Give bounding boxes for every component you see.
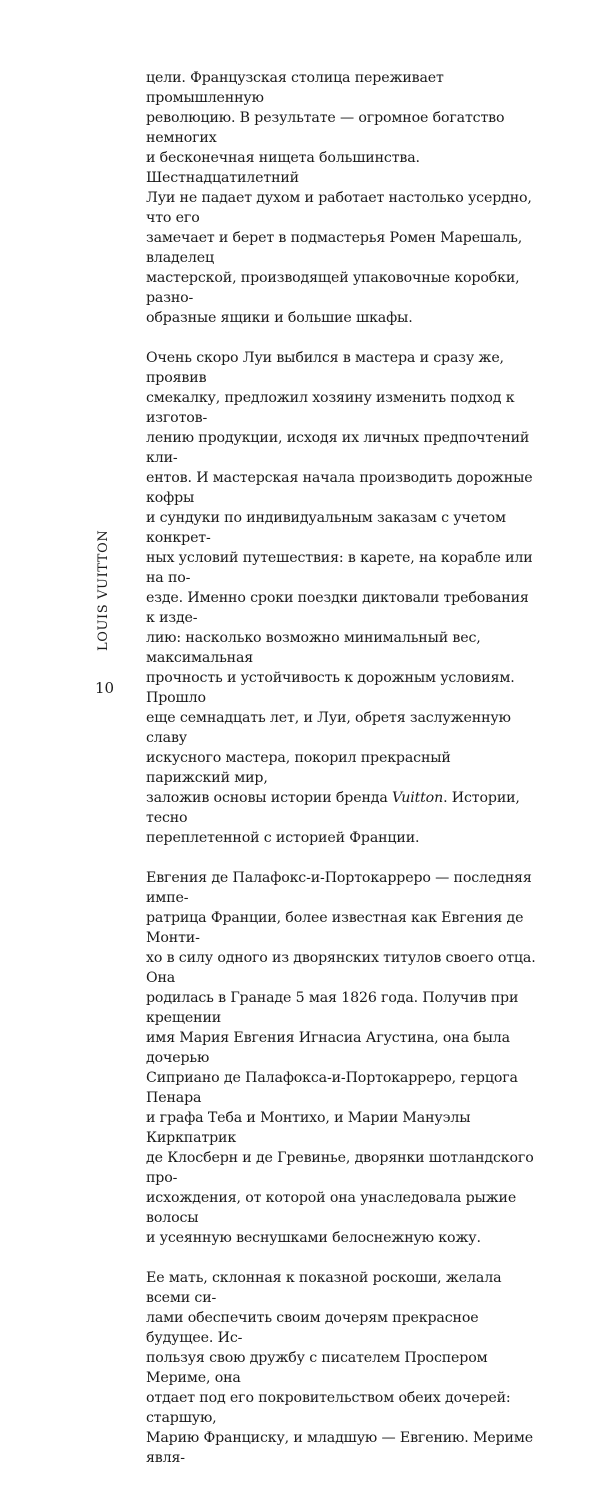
paragraph-eugenie-biography: Евгения де Палафокс-и-Портокарреро — последняя импе- ратрица Франции, более известная как Евгения де Монти- хо в силу одного из дворянских титулов своего отца. Она родилась в Гранаде 5 мая 1826 года. Получив при крещении имя Мария Евгения Игнасиа Агустина, она была дочерью Сиприано де Палафокса-и-Портокарреро, герцога Пенара и графа Теба и Монтихо, и Марии Мануэлы Киркпатрик де Клосберн и де Гревинье, дворянки шотландского про- исхождения, от которой она унаследовала рыжие волосы и усеянную веснушками белоснежную кожу. bbox=[146, 870, 536, 1246]
brand-name-italic: Vuitton bbox=[392, 790, 444, 806]
running-head: LOUIS VUITTON bbox=[96, 529, 111, 651]
paragraph-master-craftsman-ending: . Истории, тесно переплетенной с историей Франции. bbox=[146, 790, 520, 846]
page-number: 10 bbox=[95, 679, 115, 697]
paragraph-paris-revolution: цели. Французская столица переживает промышленную революцию. В результате — огромное богатство немногих и бесконечная нищета большинства. Шестнадцатилетний Луи не падает духом и работает настолько усердно, что его замечает и берет в подмастерья Ромен Марешаль, владелец мастерской, производящей упаковочные коробки, разно- образные ящики и большие шкафы. bbox=[146, 70, 532, 326]
paragraph-master-craftsman bbox=[146, 348, 536, 848]
paragraph-master-craftsman-text: Очень скоро Луи выбился в мастера и сразу же, проявив смекалку, предложил хозяину изменить подход к изготов- лению продукции, исходя их личных предпочтений кли- ентов. И мастерская начала производить дорожные кофры и сундуки по индивидуальным заказам с учетом конкрет- ных условий путешествия: в карете, на корабле или на по- езде. Именно сроки поездки диктовали требования к изде- лию: насколько возможно минимальный вес, максимальная прочность и устойчивость к дорожным условиям. Прошло еще семнадцать лет, и Луи, обретя заслуженную славу искусного мастера, покорил прекрасный парижский мир, заложив основы истории бренда bbox=[146, 350, 533, 806]
body-text bbox=[146, 68, 536, 1488]
paragraph-mother-merimee: Ее мать, склонная к показной роскоши, желала всеми си- лами обеспечить своим дочерям прекрасное будущее. Ис- пользуя свою дружбу с писателем Проспером Мериме, она отдает под его покровительством обеих дочерей: старшую, Марию Франциску, и младшую — Евгению. Мериме явля- bbox=[146, 1270, 533, 1466]
